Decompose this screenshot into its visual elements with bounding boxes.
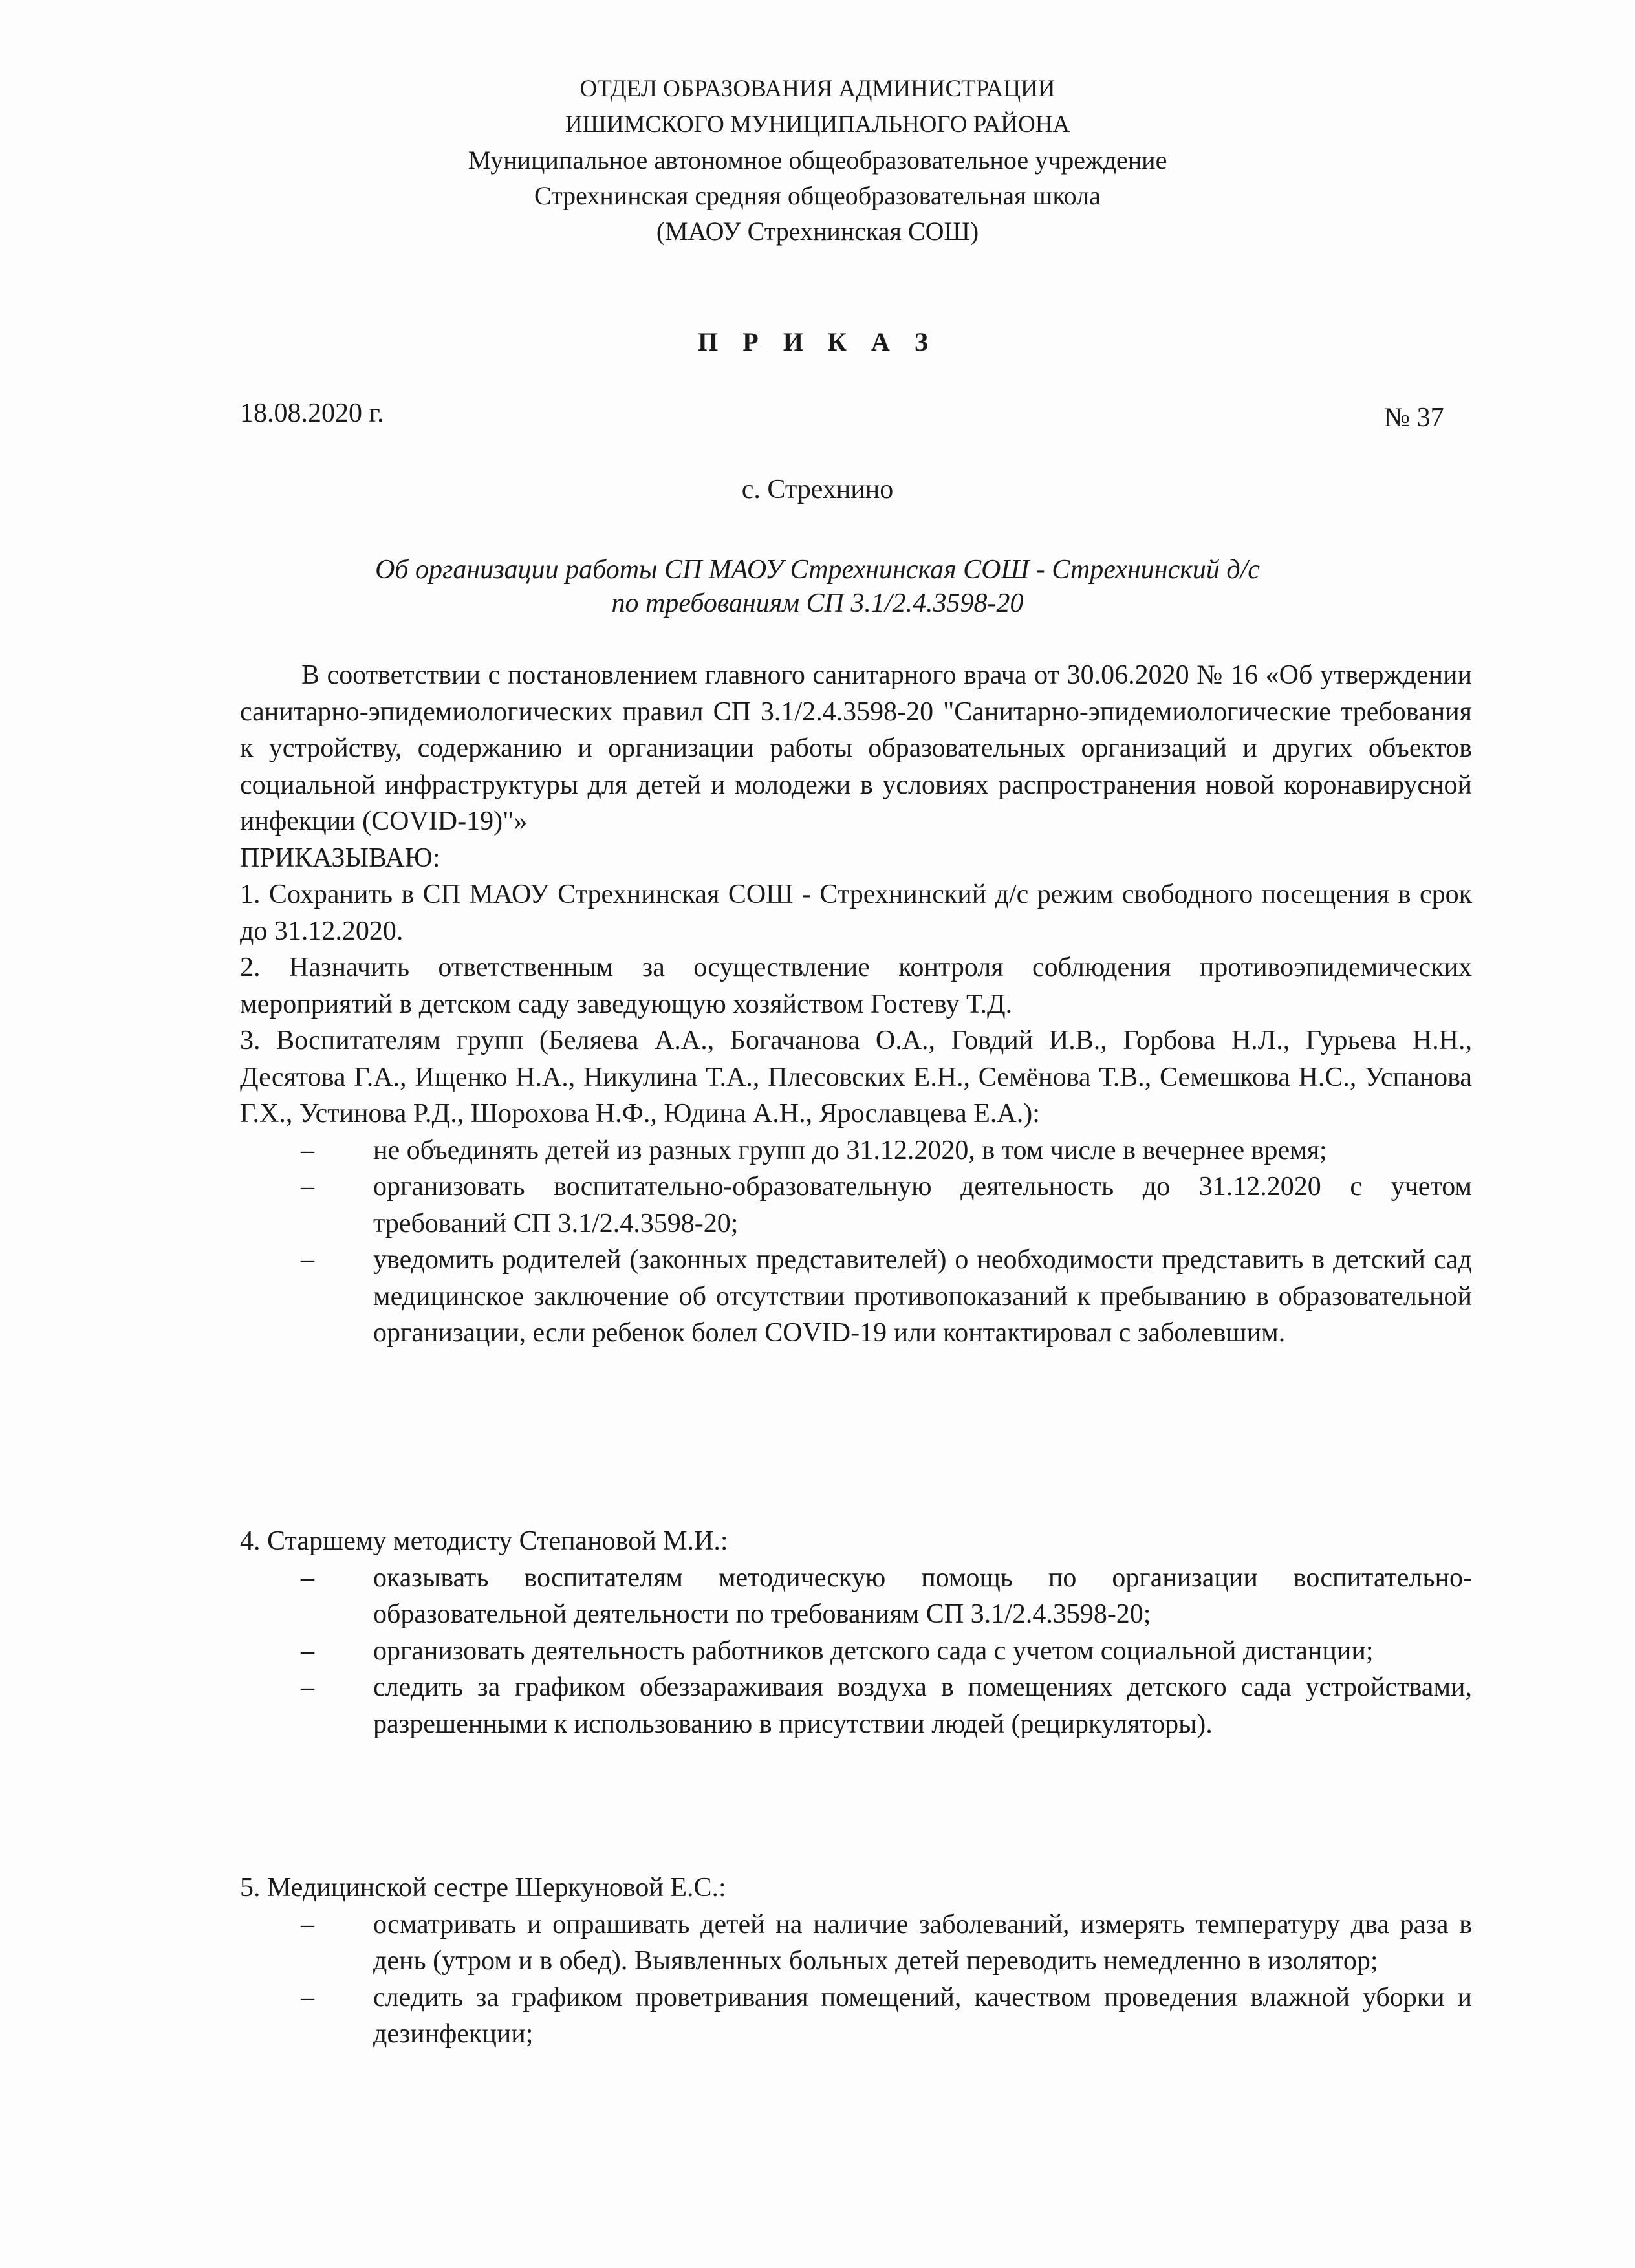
list-item: – следить за графиком проветривания помещений, качеством проведения влажной уборки и дезинфекции; — [373, 1980, 1472, 2053]
header-line-4: Стрехнинская средняя общеобразовательная школа — [534, 181, 1101, 210]
title-line-2: по требованиям СП 3.1/2.4.3598-20 — [611, 589, 1024, 618]
list-item: – следить за графиком обеззараживаия воздуха в помещениях детского сада устройствами, разрешенными к использованию в присутствии людей (рециркуляторы). — [373, 1669, 1472, 1742]
org-header — [0, 71, 1635, 249]
item-4-list — [240, 1560, 1472, 1743]
document-type: П Р И К А З — [698, 327, 937, 356]
header-line-1: ОТДЕЛ ОБРАЗОВАНИЯ АДМИНИСТРАЦИИ — [579, 76, 1056, 102]
item-3-list — [240, 1132, 1472, 1352]
order-word: ПРИКАЗЫВАЮ: — [240, 843, 440, 873]
item-3: 3. Воспитателям групп (Беляева А.А., Богачанова О.А., Говдий И.В., Горбова Н.Л., Гурьева Н.Н., Десятова Г.А., Ищенко Н.А., Никулина Т.А., Плесовских Е.Н., Семёнова Т.В., Семешкова Н.С., Успанова Г.Х., Устинова Р.Д., Шорохова Н.Ф., Юдина А.Н., Ярославцева Е.А.): — [240, 1026, 1472, 1129]
header-line-3: Муниципальное автономное общеобразовательное учреждение — [468, 146, 1167, 175]
order-date: 18.08.2020 г. — [240, 398, 384, 428]
order-number: № 37 — [1384, 403, 1444, 433]
item-2: 2. Назначить ответственным за осуществление контроля соблюдения противоэпидемических мероприятий в детском саду заведующую хозяйством Гостеву Т.Д. — [240, 953, 1472, 1019]
order-body-part-2 — [240, 1523, 1472, 1742]
title-line-1: Об организации работы СП МАОУ Стрехнинская СОШ - Стрехнинский д/с — [375, 555, 1260, 585]
item-5: 5. Медицинской сестре Шеркуновой Е.С.: — [240, 1873, 726, 1903]
item-5-list — [240, 1906, 1472, 2053]
item-4: 4. Старшему методисту Степановой М.И.: — [240, 1526, 728, 1556]
order-body-part-3 — [240, 1870, 1472, 2053]
list-item: – организовать воспитательно-образовательную деятельность до 31.12.2020 с учетом требований СП 3.1/2.4.3598-20; — [373, 1169, 1472, 1242]
place: с. Стрехнино — [741, 475, 894, 504]
list-item: – уведомить родителей (законных представителей) о необходимости представить в детский сад медицинское заключение об отсутствии противопоказаний к пребыванию в образовательной организации, если ребенок болел COVID-19 или контактировал с заболевшим. — [373, 1242, 1472, 1352]
list-item: – оказывать воспитателям методическую помощь по организации воспитательно-образовательной деятельности по требованиям СП 3.1/2.4.3598-20; — [373, 1560, 1472, 1633]
header-line-2: ИШИМСКОГО МУНИЦИПАЛЬНОГО РАЙОНА — [565, 111, 1070, 138]
item-1: 1. Сохранить в СП МАОУ Стрехнинская СОШ - Стрехнинский д/с режим свободного посещения в срок до 31.12.2020. — [240, 880, 1472, 946]
order-body-part-1 — [240, 657, 1472, 1352]
list-item: – осматривать и опрашивать детей на наличие заболеваний, измерять температуру два раза в день (утром и в обед). Выявленных больных детей переводить немедленно в изолятор; — [373, 1906, 1472, 1980]
order-title — [0, 553, 1635, 620]
list-item: – организовать деятельность работников детского сада с учетом социальной дистанции; — [373, 1633, 1472, 1670]
header-line-5: (МАОУ Стрехнинская СОШ) — [656, 217, 979, 246]
list-item: – не объединять детей из разных групп до 31.12.2020, в том числе в вечернее время; — [373, 1132, 1472, 1169]
intro-paragraph: В соответствии с постановлением главного санитарного врача от 30.06.2020 № 16 «Об утверждении санитарно-эпидемиологических правил СП 3.1/2.4.3598-20 "Санитарно-эпидемиологические требования к устройству, содержанию и организации работы образовательных организаций и других объектов социальной инфраструктуры для детей и молодежи в условиях распространения новой коронавирусной инфекции (COVID-19)"» — [240, 660, 1472, 836]
